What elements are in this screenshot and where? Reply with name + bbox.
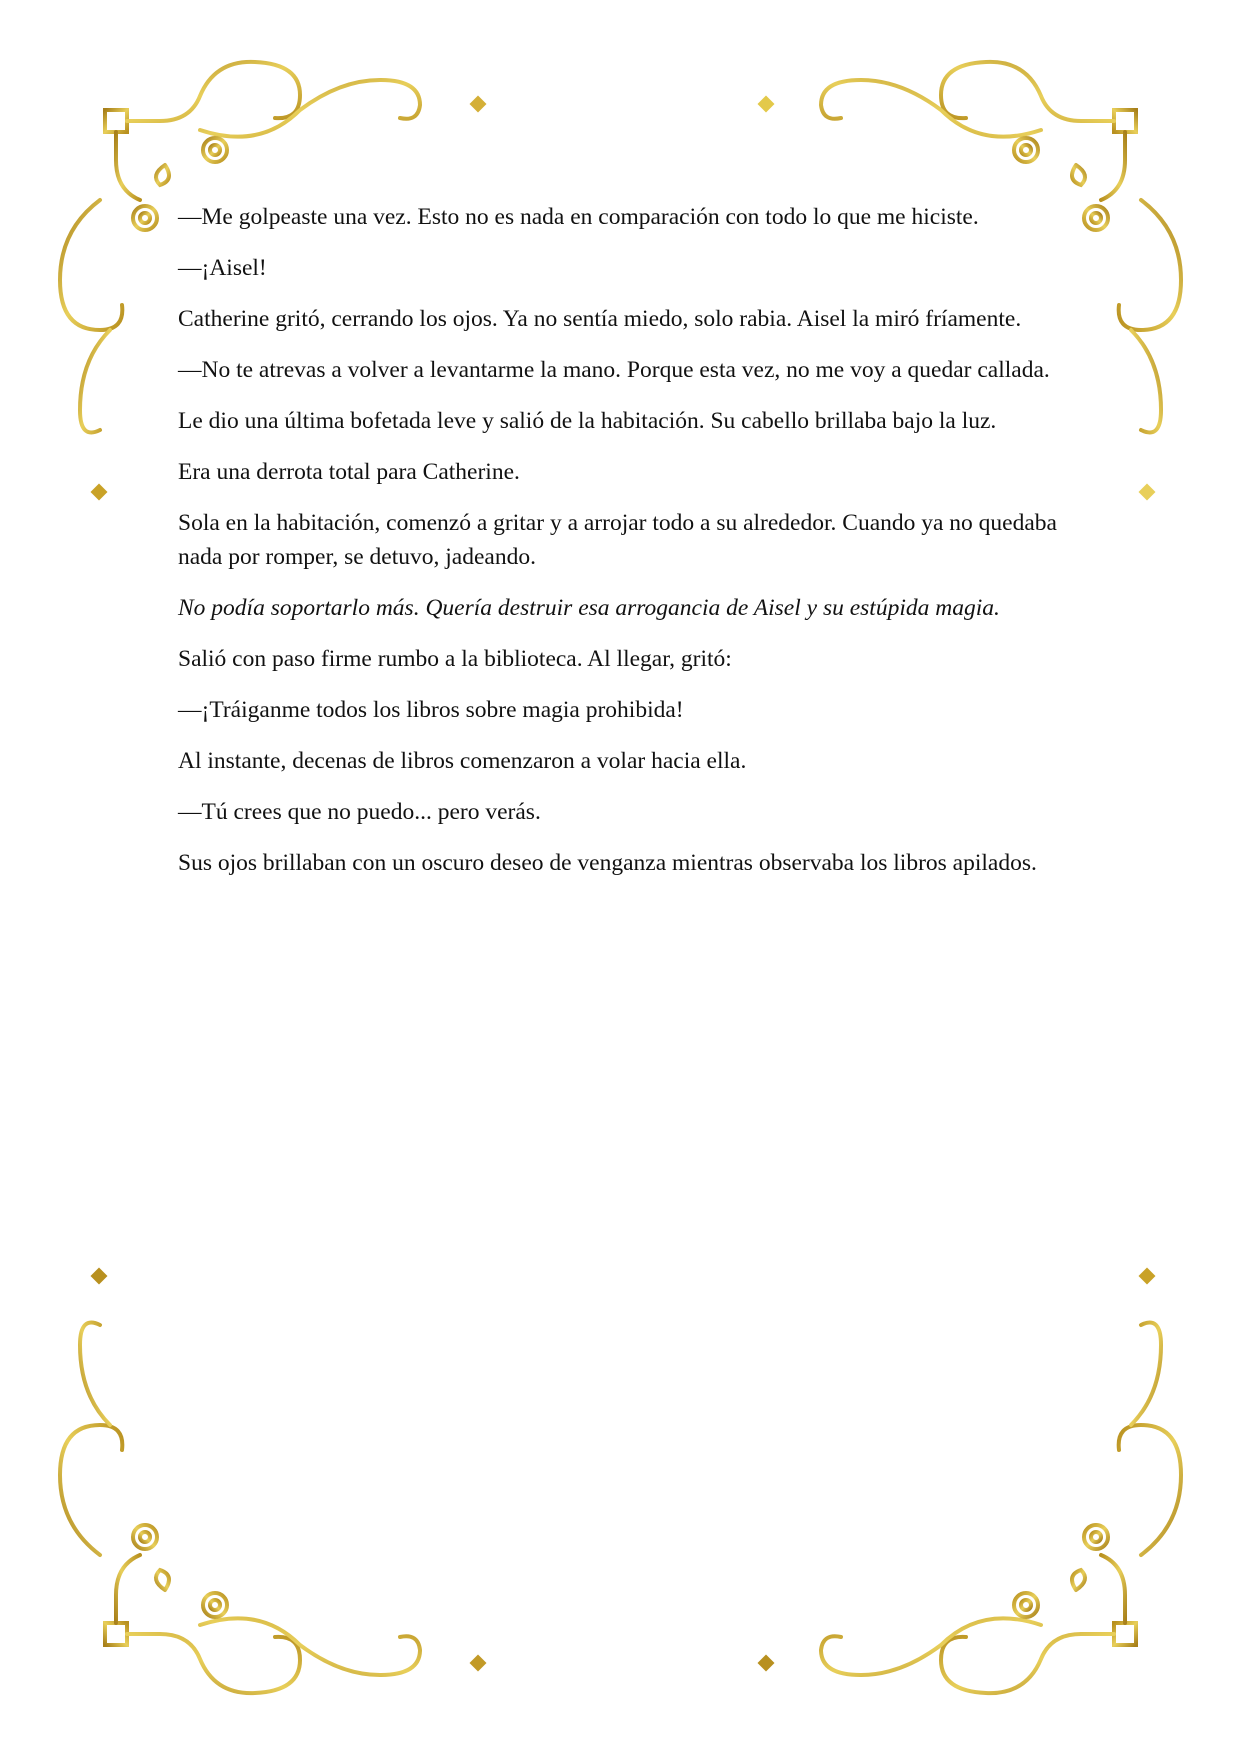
paragraph: —No te atrevas a volver a levantarme la mano. Porque esta vez, no me voy a quedar callada. [178, 357, 1050, 383]
paragraph: Al instante, decenas de libros comenzaron a volar hacia ella. [178, 748, 747, 774]
paragraph: —Me golpeaste una vez. Esto no es nada en comparación con todo lo que me hiciste. [178, 204, 979, 230]
paragraph: Sus ojos brillaban con un oscuro deseo de venganza mientras observaba los libros apilados. [178, 850, 1037, 876]
paragraph: No podía soportarlo más. Quería destruir esa arrogancia de Aisel y su estúpida magia. [178, 595, 1000, 621]
paragraph: Era una derrota total para Catherine. [178, 459, 520, 485]
paragraph: —¡Aisel! [178, 255, 267, 281]
paragraph: —¡Tráiganme todos los libros sobre magia prohibida! [178, 697, 684, 723]
paragraph: Catherine gritó, cerrando los ojos. Ya no sentía miedo, solo rabia. Aisel la miró fríamente. [178, 306, 1022, 332]
corner-ornament-bottom-left [60, 1285, 470, 1693]
corner-ornament-bottom-right [771, 1285, 1181, 1693]
paragraph: Le dio una última bofetada leve y salió de la habitación. Su cabello brillaba bajo la luz. [178, 408, 997, 434]
body-text [178, 200, 1078, 897]
paragraph: Sola en la habitación, comenzó a gritar y a arrojar todo a su alrededor. Cuando ya no quedaba nada por romper, se detuvo, jadeando. [178, 510, 1057, 570]
paragraph: —Tú crees que no puedo... pero verás. [178, 799, 541, 825]
paragraph: Salió con paso firme rumbo a la biblioteca. Al llegar, gritó: [178, 646, 732, 672]
